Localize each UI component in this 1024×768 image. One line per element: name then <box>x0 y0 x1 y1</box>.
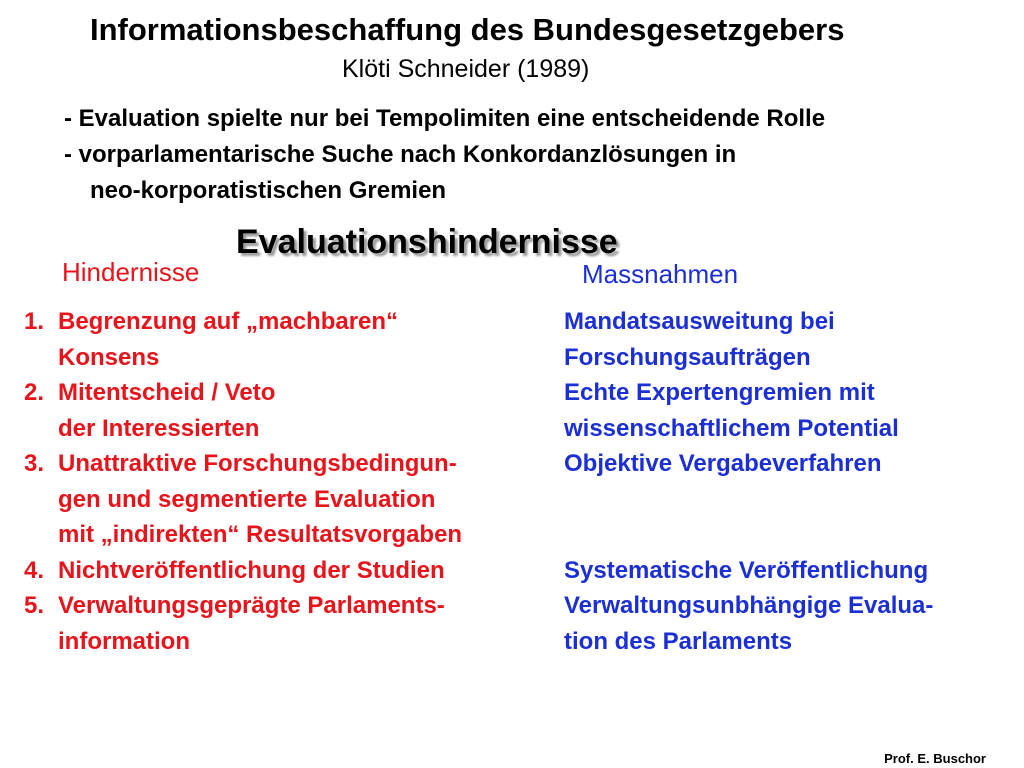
obstacle-line: Unattraktive Forschungsbedingun- <box>58 450 457 477</box>
slide-subtitle: Klöti Schneider (1989) <box>342 55 590 83</box>
obstacle-line: Konsens <box>58 343 160 371</box>
measure-line: wissenschaftlichem Potential <box>564 414 899 442</box>
summary-bullet-continuation: neo-korporatistischen Gremien <box>90 177 447 204</box>
obstacle-number: 2. <box>24 379 45 406</box>
measure-line: Mandatsausweitung bei <box>564 308 835 335</box>
obstacle-line: Begrenzung auf „machbaren“ <box>58 308 399 335</box>
obstacle-item <box>24 304 462 375</box>
obstacle-line: Verwaltungsgeprägte Parlaments- <box>58 592 445 619</box>
obstacle-line: information <box>58 627 190 655</box>
measure-item <box>564 304 933 375</box>
measures-heading: Massnahmen <box>582 259 739 289</box>
measure-line: Verwaltungsunbhängige Evalua- <box>564 592 934 619</box>
footer-author: Prof. E. Buschor <box>884 751 986 766</box>
measures-gap <box>564 482 933 553</box>
obstacle-number: 5. <box>24 592 45 619</box>
section-heading: Evaluationshindernisse <box>236 223 618 261</box>
measure-line: Forschungsaufträgen <box>564 343 811 371</box>
obstacle-number: 3. <box>24 450 45 477</box>
summary-bullet: - vorparlamentarische Suche nach Konkordanzlösungen in <box>64 141 737 168</box>
obstacle-number: 4. <box>24 556 45 584</box>
obstacle-number: 1. <box>24 308 45 335</box>
measure-line: tion des Parlaments <box>564 627 793 655</box>
obstacle-item <box>24 375 462 446</box>
obstacles-heading: Hindernisse <box>62 257 200 287</box>
obstacle-line: der Interessierten <box>58 414 260 442</box>
summary-bullets <box>64 101 825 209</box>
measure-item <box>564 553 933 589</box>
measure-line: Systematische Veröffentlichung <box>564 556 929 584</box>
obstacles-list <box>24 304 462 659</box>
obstacle-line: mit „indirekten“ Resultatsvorgaben <box>58 521 463 548</box>
obstacle-item <box>24 553 462 589</box>
obstacle-item <box>24 446 462 553</box>
slide-title: Informationsbeschaffung des Bundesgesetzgebers <box>90 12 845 47</box>
obstacle-line: Mitentscheid / Veto <box>58 379 276 406</box>
obstacle-line: gen und segmentierte Evaluation <box>58 485 436 513</box>
obstacle-item <box>24 588 462 659</box>
measure-line: Echte Expertengremien mit <box>564 379 875 406</box>
obstacle-line: Nichtveröffentlichung der Studien <box>58 556 445 584</box>
measure-item <box>564 446 933 482</box>
measure-item <box>564 588 933 659</box>
measures-list <box>564 304 933 659</box>
measure-line: Objektive Vergabeverfahren <box>564 450 882 477</box>
summary-bullet: - Evaluation spielte nur bei Tempolimiten eine entscheidende Rolle <box>64 105 826 132</box>
measure-item <box>564 375 933 446</box>
